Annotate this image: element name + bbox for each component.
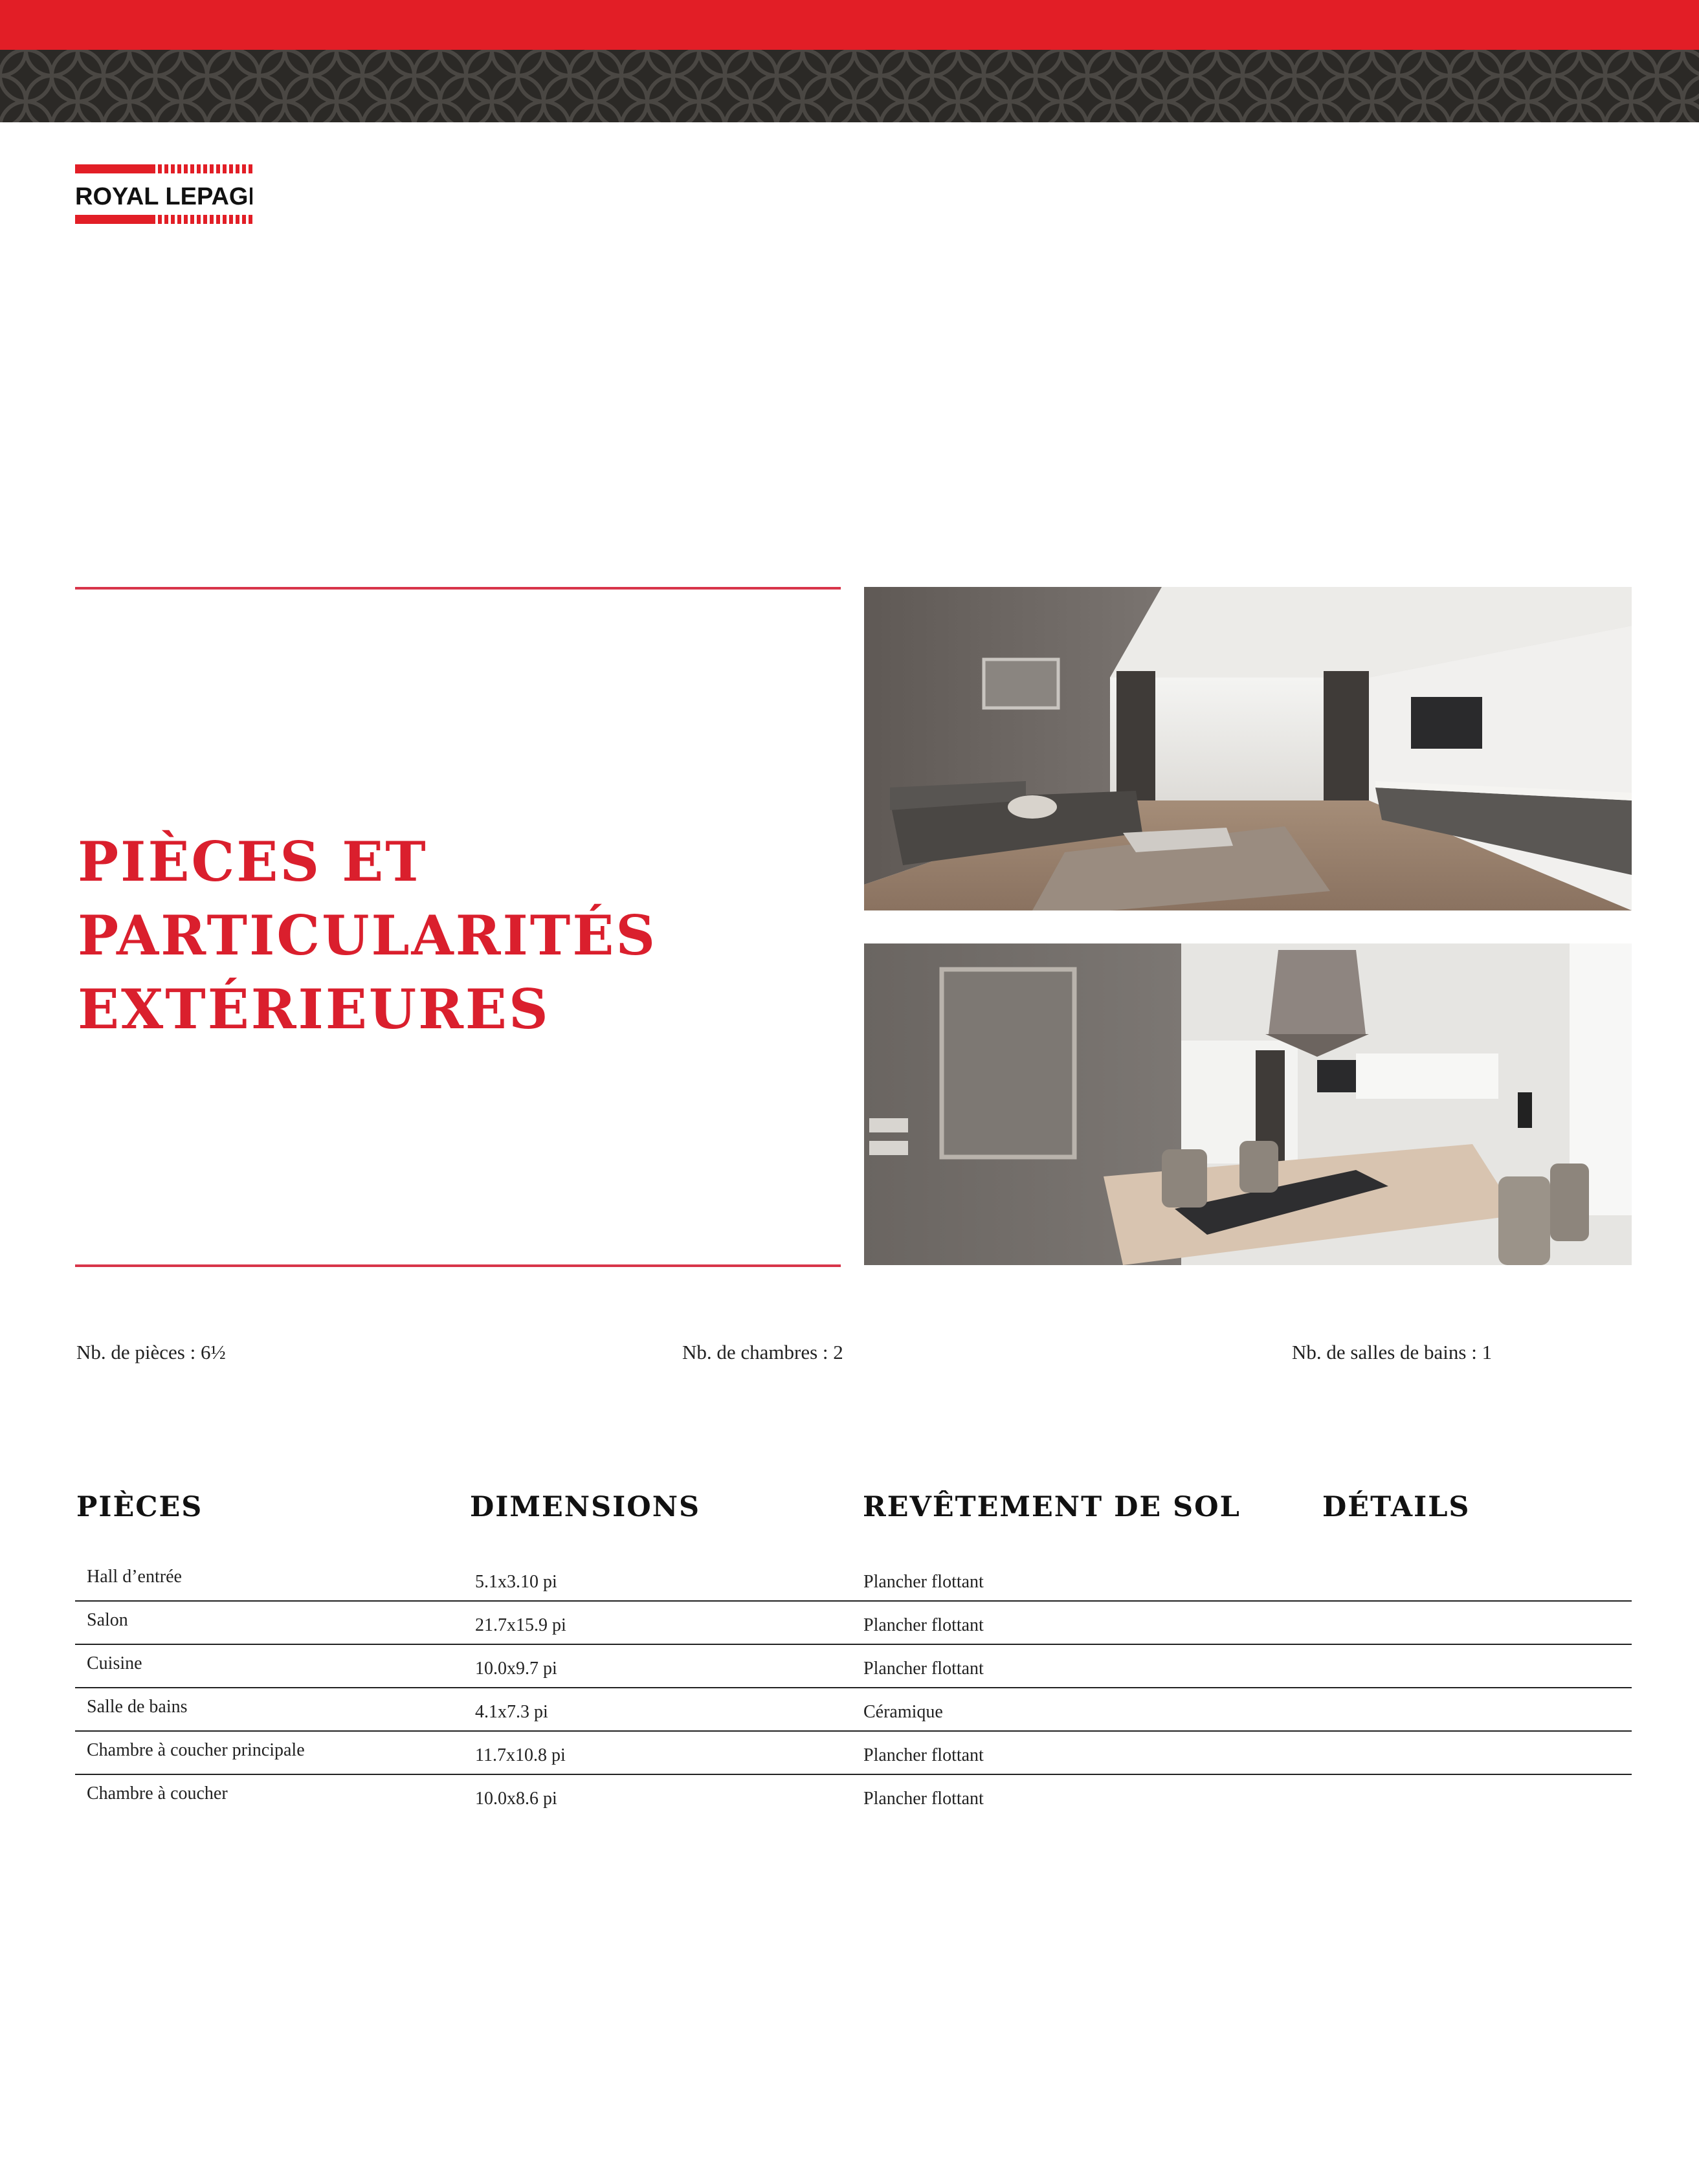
dining-room-photo (864, 943, 1632, 1265)
table-row (75, 1775, 1632, 1818)
room-name: Chambre à coucher (87, 1783, 228, 1803)
room-dimensions: 4.1x7.3 pi (475, 1702, 548, 1722)
header-pieces: PIÈCES (76, 1491, 203, 1523)
table-row (75, 1558, 1632, 1602)
room-name: Salle de bains (87, 1697, 188, 1717)
living-room-photo (864, 587, 1632, 910)
bathrooms-count: Nb. de salles de bains : 1 (1292, 1341, 1493, 1363)
title-bottom-rule (75, 1264, 841, 1267)
room-name: Hall d’entrée (87, 1567, 182, 1587)
title-line-3: EXTÉRIEURES (78, 977, 550, 1041)
title-line-1: PIÈCES ET (78, 830, 428, 894)
royal-lepage-logo (75, 164, 252, 224)
room-flooring: Céramique (863, 1702, 943, 1722)
table-row (75, 1688, 1632, 1732)
room-dimensions: 5.1x3.10 pi (475, 1572, 557, 1592)
room-flooring: Plancher flottant (863, 1789, 984, 1809)
header-revetement: REVÊTEMENT DE SOL (863, 1491, 1241, 1523)
room-dimensions: 10.0x8.6 pi (475, 1789, 557, 1809)
header-red-band (0, 0, 1699, 50)
room-flooring: Plancher flottant (863, 1659, 984, 1679)
rooms-count: Nb. de pièces : 6½ (76, 1341, 226, 1363)
room-name: Salon (87, 1610, 128, 1630)
room-flooring: Plancher flottant (863, 1615, 984, 1635)
title-top-rule (75, 587, 841, 590)
table-row (75, 1602, 1632, 1645)
title-line-2: PARTICULARITÉS (78, 903, 658, 967)
header-details: DÉTAILS (1322, 1491, 1471, 1523)
room-flooring: Plancher flottant (863, 1572, 984, 1592)
circle-pattern-graphic (0, 50, 1699, 122)
header-dimensions: DIMENSIONS (470, 1491, 701, 1523)
bedrooms-count: Nb. de chambres : 2 (682, 1341, 843, 1363)
room-flooring: Plancher flottant (863, 1745, 984, 1765)
svg-text:ROYAL LEPAGE: ROYAL LEPAGE (75, 183, 252, 210)
room-dimensions: 11.7x10.8 pi (475, 1745, 566, 1765)
header-pattern-band (0, 50, 1699, 122)
table-row (75, 1645, 1632, 1688)
room-dimensions: 21.7x15.9 pi (475, 1615, 566, 1635)
room-dimensions: 10.0x9.7 pi (475, 1659, 557, 1679)
room-name: Cuisine (87, 1653, 142, 1673)
room-name: Chambre à coucher principale (87, 1740, 305, 1760)
section-title (78, 825, 822, 1046)
table-row (75, 1732, 1632, 1775)
rooms-table (75, 1558, 1632, 1818)
